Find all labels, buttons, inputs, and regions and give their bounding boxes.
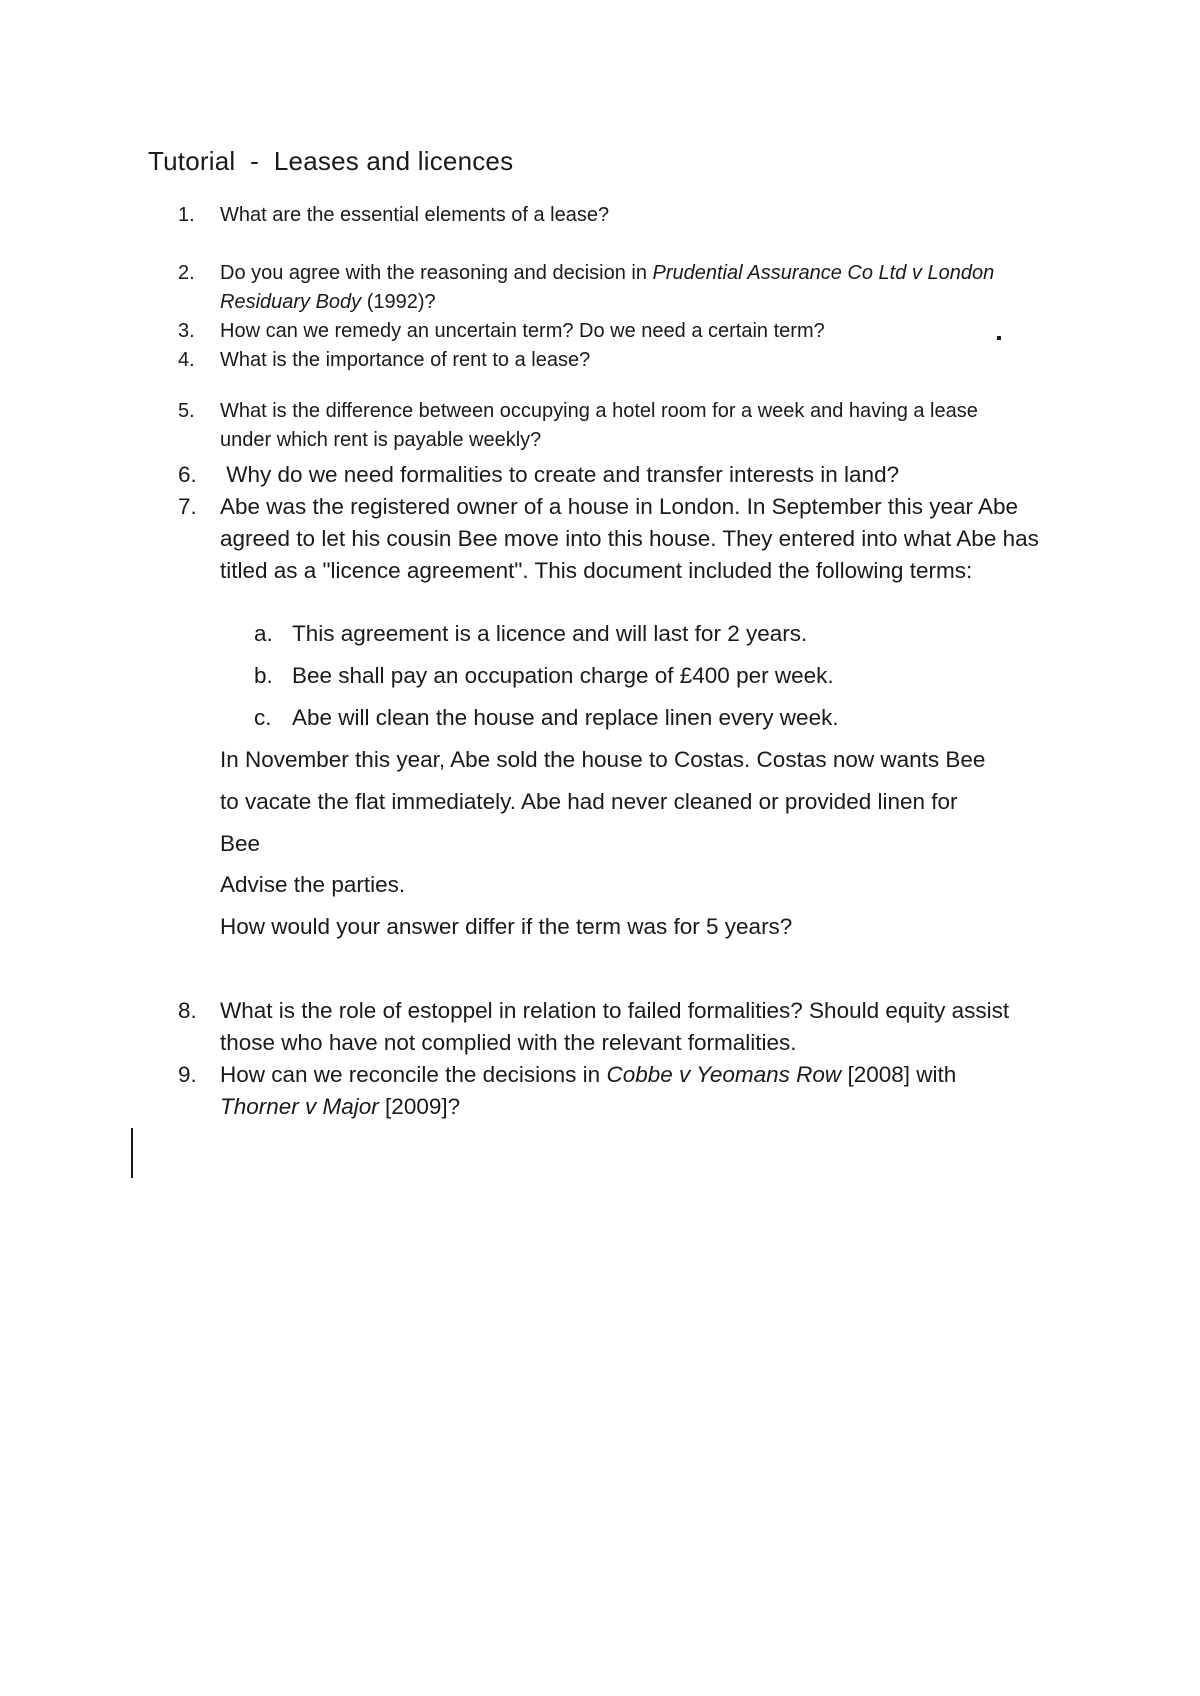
question-number: 9.	[178, 1062, 197, 1087]
question-4	[178, 346, 1078, 375]
text-cursor	[131, 1128, 133, 1178]
term-letter: a.	[254, 621, 273, 646]
scenario-paragraph-line-3: Bee	[220, 831, 261, 856]
term-text: Abe will clean the house and replace linen every week.	[292, 705, 839, 730]
follow-up-question-line: How would your answer differ if the term was for 5 years?	[220, 914, 793, 939]
question-number: 2.	[178, 262, 195, 284]
question-text	[220, 1059, 1040, 1123]
question-text-before: How can we reconcile the decisions in	[220, 1062, 607, 1087]
question-2	[178, 259, 1078, 317]
term-b	[254, 660, 1074, 692]
question-3	[178, 317, 1078, 346]
term-letter: c.	[254, 705, 272, 730]
question-text-mid: [2008] with	[841, 1062, 957, 1087]
question-number: 4.	[178, 349, 195, 371]
question-9	[178, 1059, 1078, 1123]
case-name-2: Thorner v Major	[220, 1094, 379, 1119]
scenario-paragraph-line-1: In November this year, Abe sold the house to Costas. Costas now wants Bee	[220, 747, 986, 772]
question-text: Abe was the registered owner of a house in London. In September this year Abe agreed to let his cousin Bee move into this house. They entered into what Abe has titled as a "licence agreement". This document included the following terms:	[220, 494, 1039, 583]
term-text: Bee shall pay an occupation charge of £400 per week.	[292, 663, 834, 688]
case-name-1: Cobbe v Yeomans Row	[606, 1062, 842, 1087]
term-c	[254, 702, 1074, 734]
case-name: Prudential Assurance Co Ltd v London Residuary Body	[220, 262, 995, 313]
term-text: This agreement is a licence and will last for 2 years.	[292, 621, 808, 646]
question-text: What is the difference between occupying a hotel room for a week and having a lease under which rent is payable weekly?	[220, 400, 978, 451]
question-7	[178, 491, 1078, 587]
question-text-after: (1992)?	[361, 291, 436, 313]
stray-dot-mark	[997, 336, 1001, 340]
question-8	[178, 995, 1078, 1059]
question-text-before: Do you agree with the reasoning and decision in	[220, 262, 653, 284]
term-letter: b.	[254, 663, 273, 688]
term-a	[254, 618, 1074, 650]
advise-parties-line: Advise the parties.	[220, 872, 406, 897]
question-5	[178, 397, 1078, 455]
question-number: 5.	[178, 400, 195, 422]
question-text: How can we remedy an uncertain term? Do we need a certain term?	[220, 320, 825, 342]
question-text: What is the importance of rent to a lease?	[220, 349, 591, 371]
question-text: Why do we need formalities to create and transfer interests in land?	[220, 462, 900, 487]
question-number: 8.	[178, 998, 197, 1023]
question-number: 1.	[178, 204, 195, 226]
scenario-paragraph-line-2: to vacate the flat immediately. Abe had never cleaned or provided linen for	[220, 789, 958, 814]
question-1	[178, 201, 1078, 230]
question-text: What are the essential elements of a lease?	[220, 204, 610, 226]
question-number: 3.	[178, 320, 195, 342]
document-title: Tutorial - Leases and licences	[148, 146, 514, 176]
question-number: 6.	[178, 462, 197, 487]
question-text	[220, 259, 1078, 317]
question-6	[178, 459, 1078, 491]
question-text-after: [2009]?	[378, 1094, 461, 1119]
question-number: 7.	[178, 494, 197, 519]
question-text: What is the role of estoppel in relation to failed formalities? Should equity assist those who have not complied with the relevant formalities.	[220, 998, 1010, 1055]
